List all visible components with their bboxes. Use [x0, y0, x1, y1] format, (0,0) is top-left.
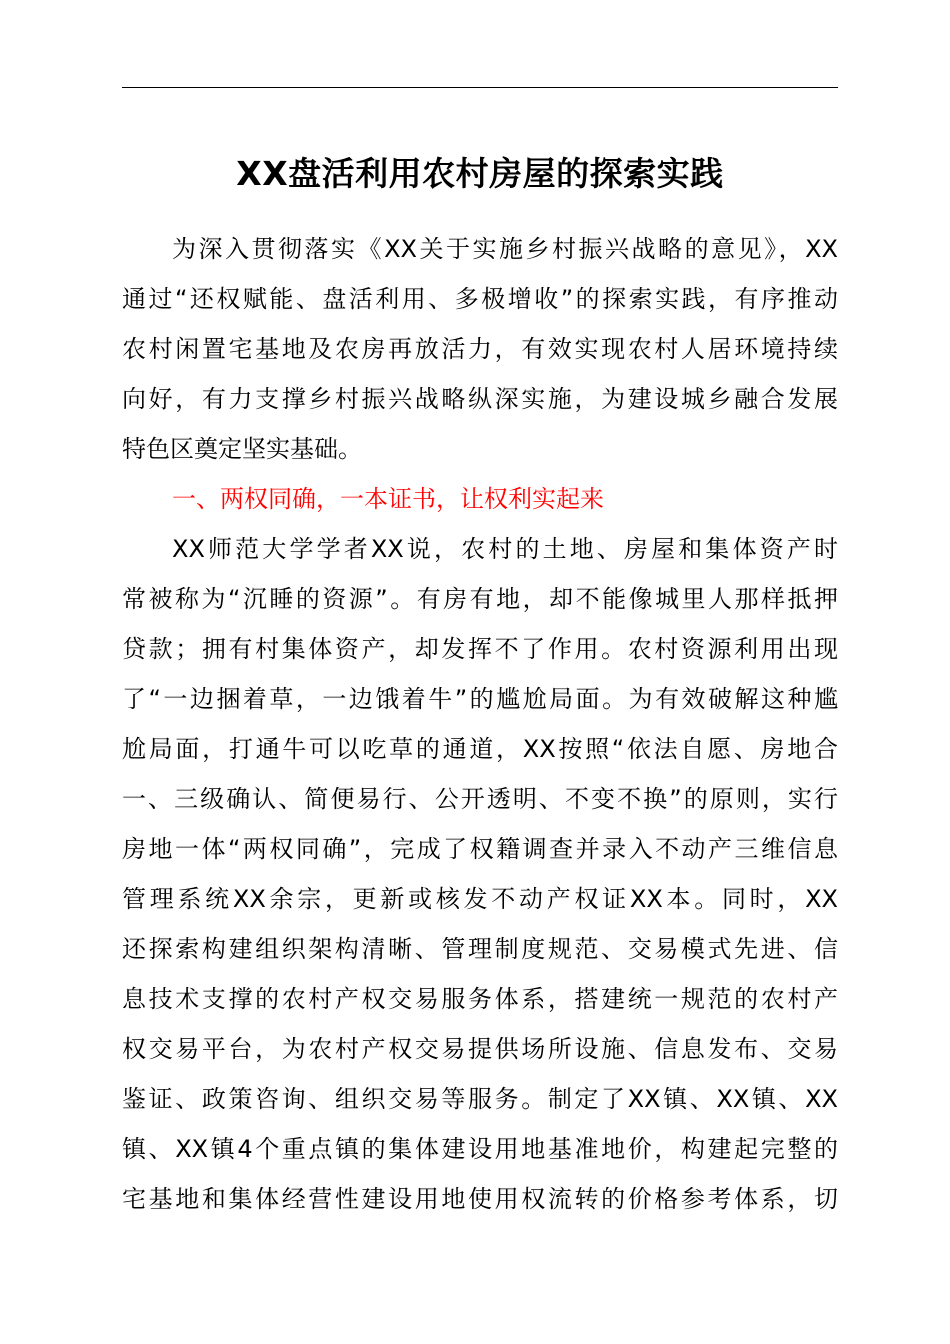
paragraph-line: 为深入贯彻落实《XX关于实施乡村振兴战略的意见》，XX [172, 235, 838, 263]
paragraph-line: 向好，有力支撑乡村振兴战略纵深实施，为建设城乡融合发展 [122, 385, 838, 413]
paragraph-line: 鉴证、政策咨询、组织交易等服务。制定了XX镇、XX镇、XX [122, 1085, 838, 1113]
paragraph-line: 镇、XX镇4个重点镇的集体建设用地基准地价，构建起完整的 [122, 1135, 838, 1163]
paragraph-line: 通过“还权赋能、盘活利用、多极增收”的探索实践，有序推动 [122, 285, 838, 313]
section-heading: 一、两权同确，一本证书，让权利实起来 [172, 485, 604, 513]
paragraph-line: 权交易平台，为农村产权交易提供场所设施、信息发布、交易 [122, 1035, 838, 1063]
paragraph-line: 宅基地和集体经营性建设用地使用权流转的价格参考体系，切 [122, 1185, 838, 1213]
document-title: XX盘活利用农村房屋的探索实践 [236, 154, 724, 193]
paragraph-line: 一、三级确认、简便易行、公开透明、不变不换”的原则，实行 [122, 785, 838, 813]
paragraph-line: 常被称为“沉睡的资源”。有房有地，却不能像城里人那样抵押 [122, 585, 838, 613]
header-rule [122, 87, 838, 88]
paragraph-line: 息技术支撑的农村产权交易服务体系，搭建统一规范的农村产 [122, 985, 838, 1013]
paragraph-line: 贷款；拥有村集体资产，却发挥不了作用。农村资源利用出现 [122, 635, 838, 663]
paragraph-line: 了“一边捆着草，一边饿着牛”的尴尬局面。为有效破解这种尴 [122, 685, 838, 713]
paragraph-line: 还探索构建组织架构清晰、管理制度规范、交易模式先进、信 [122, 935, 838, 963]
paragraph-line: 农村闲置宅基地及农房再放活力，有效实现农村人居环境持续 [122, 335, 838, 363]
document-body [122, 224, 838, 1224]
paragraph-line: 尬局面，打通牛可以吃草的通道，XX按照“依法自愿、房地合 [122, 735, 838, 763]
paragraph-line: XX师范大学学者XX说，农村的土地、房屋和集体资产时 [172, 535, 838, 563]
paragraph-line: 房地一体“两权同确”，完成了权籍调查并录入不动产三维信息 [122, 835, 838, 863]
paragraph-line: 管理系统XX余宗，更新或核发不动产权证XX本。同时，XX [122, 885, 838, 913]
paragraph-line: 特色区奠定坚实基础。 [122, 435, 362, 463]
